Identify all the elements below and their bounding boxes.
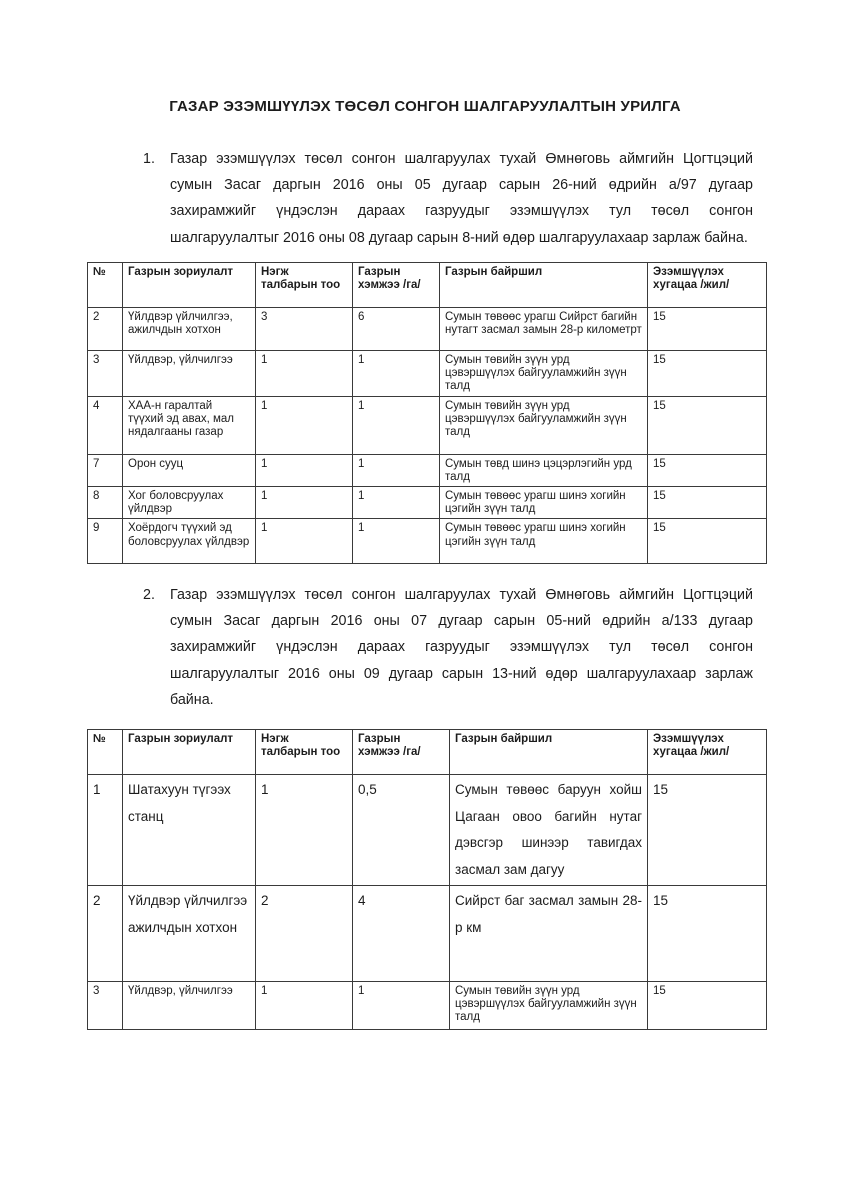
cell-location: Сумын төвийн зүүн урд цэвэршүүлэх байгууламжийн зүүн талд bbox=[450, 982, 648, 1030]
cell-area: 1 bbox=[353, 396, 440, 454]
cell-area: 6 bbox=[353, 308, 440, 351]
cell-parcel-count: 1 bbox=[256, 351, 353, 397]
cell-number: 2 bbox=[88, 886, 123, 982]
cell-area: 1 bbox=[353, 351, 440, 397]
cell-area: 1 bbox=[353, 487, 440, 519]
cell-purpose: Үйлдвэр үйлчилгээ ажилчдын хотхон bbox=[123, 886, 256, 982]
cell-purpose: ХАА-н гаралтай түүхий эд авах, мал нядалгааны газар bbox=[123, 396, 256, 454]
cell-location: Сумын төвд шинэ цэцэрлэгийн урд талд bbox=[440, 454, 648, 486]
cell-parcel-count: 2 bbox=[256, 886, 353, 982]
cell-term: 15 bbox=[648, 982, 767, 1030]
document-title: ГАЗАР ЭЗЭМШҮҮЛЭХ ТӨСӨЛ СОНГОН ШАЛГАРУУЛАЛТЫН УРИЛГА bbox=[169, 98, 681, 115]
cell-parcel-count: 1 bbox=[256, 454, 353, 486]
cell-area: 1 bbox=[353, 454, 440, 486]
cell-parcel-count: 1 bbox=[256, 982, 353, 1030]
header-term: Эзэмшүүлэх хугацаа /жил/ bbox=[648, 730, 767, 775]
section-2-number: 2. bbox=[143, 587, 155, 603]
cell-term: 15 bbox=[648, 396, 767, 454]
cell-term: 15 bbox=[648, 351, 767, 397]
cell-number: 4 bbox=[88, 396, 123, 454]
header-parcel-count: Нэгж талбарын тоо bbox=[256, 730, 353, 775]
cell-purpose: Үйлдвэр, үйлчилгээ bbox=[123, 982, 256, 1030]
cell-term: 15 bbox=[648, 454, 767, 486]
table-row bbox=[88, 454, 767, 486]
header-area: Газрын хэмжээ /га/ bbox=[353, 263, 440, 308]
land-table-1 bbox=[87, 262, 767, 564]
cell-number: 9 bbox=[88, 519, 123, 564]
header-number: № bbox=[88, 730, 123, 775]
header-purpose: Газрын зориулалт bbox=[123, 263, 256, 308]
cell-purpose: Хоёрдогч түүхий эд боловсруулах үйлдвэр bbox=[123, 519, 256, 564]
cell-term: 15 bbox=[648, 519, 767, 564]
cell-number: 3 bbox=[88, 351, 123, 397]
cell-purpose: Хог боловсруулах үйлдвэр bbox=[123, 487, 256, 519]
cell-number: 1 bbox=[88, 775, 123, 886]
cell-area: 4 bbox=[353, 886, 450, 982]
cell-parcel-count: 1 bbox=[256, 396, 353, 454]
section-1-text: Газар эзэмшүүлэх төсөл сонгон шалгаруулах тухай Өмнөговь аймгийн Цогтцэций сумын Засаг даргын 2016 оны 05 дугаар сарын 26-ний өдрийн а/97 дугаар захирамжийг үндэслэн дараах газруудыг эзэмшүүлэх тул төсөл сонгон шалгаруулалтыг 2016 оны 08 дугаар сарын 8-ний өдөр шалгаруулахаар зарлаж байна. bbox=[170, 151, 753, 246]
cell-location: Сумын төвөөс урагш шинэ хогийн цэгийн зүүн талд bbox=[440, 487, 648, 519]
land-table-2 bbox=[87, 729, 767, 1030]
cell-term: 15 bbox=[648, 487, 767, 519]
table-header-row bbox=[88, 730, 767, 775]
cell-parcel-count: 3 bbox=[256, 308, 353, 351]
cell-term: 15 bbox=[648, 886, 767, 982]
header-number: № bbox=[88, 263, 123, 308]
table-row bbox=[88, 351, 767, 397]
cell-number: 2 bbox=[88, 308, 123, 351]
cell-location: Сумын төвөөс баруун хойш Цагаан овоо багийн нутаг дэвсгэр шинээр тавигдах засмал зам дагуу bbox=[450, 775, 648, 886]
table-row bbox=[88, 982, 767, 1030]
table-row bbox=[88, 886, 767, 982]
cell-purpose: Үйлдвэр, үйлчилгээ bbox=[123, 351, 256, 397]
table-row bbox=[88, 308, 767, 351]
table-row bbox=[88, 396, 767, 454]
cell-area: 0,5 bbox=[353, 775, 450, 886]
cell-purpose: Үйлдвэр үйлчилгээ, ажилчдын хотхон bbox=[123, 308, 256, 351]
header-purpose: Газрын зориулалт bbox=[123, 730, 256, 775]
section-1-number: 1. bbox=[143, 151, 155, 167]
header-location: Газрын байршил bbox=[440, 263, 648, 308]
cell-location: Сийрст баг засмал замын 28-р км bbox=[450, 886, 648, 982]
cell-area: 1 bbox=[353, 519, 440, 564]
header-term: Эзэмшүүлэх хугацаа /жил/ bbox=[648, 263, 767, 308]
cell-term: 15 bbox=[648, 775, 767, 886]
cell-purpose: Орон сууц bbox=[123, 454, 256, 486]
section-2-text: Газар эзэмшүүлэх төсөл сонгон шалгаруулах тухай Өмнөговь аймгийн Цогтцэций сумын Засаг даргын 2016 оны 07 дугаар сарын 05-ний өдрийн а/133 дугаар захирамжийг үндэслэн дараах газруудыг эзэмшүүлэх тул төсөл сонгон шалгаруулалтыг 2016 оны 09 дугаар сарын 13-ний өдөр шалгаруулахаар зарлаж байна. bbox=[170, 587, 753, 708]
cell-parcel-count: 1 bbox=[256, 775, 353, 886]
cell-number: 3 bbox=[88, 982, 123, 1030]
cell-location: Сумын төвөөс урагш Сийрст багийн нутагт засмал замын 28-р километрт bbox=[440, 308, 648, 351]
cell-parcel-count: 1 bbox=[256, 519, 353, 564]
table-row bbox=[88, 775, 767, 886]
cell-purpose: Шатахуун түгээх станц bbox=[123, 775, 256, 886]
cell-parcel-count: 1 bbox=[256, 487, 353, 519]
table-row bbox=[88, 487, 767, 519]
table-row bbox=[88, 519, 767, 564]
cell-location: Сумын төвөөс урагш шинэ хогийн цэгийн зүүн талд bbox=[440, 519, 648, 564]
cell-location: Сумын төвийн зүүн урд цэвэршүүлэх байгууламжийн зүүн талд bbox=[440, 351, 648, 397]
header-parcel-count: Нэгж талбарын тоо bbox=[256, 263, 353, 308]
table-header-row bbox=[88, 263, 767, 308]
cell-location: Сумын төвийн зүүн урд цэвэршүүлэх байгууламжийн зүүн талд bbox=[440, 396, 648, 454]
cell-term: 15 bbox=[648, 308, 767, 351]
cell-number: 8 bbox=[88, 487, 123, 519]
header-location: Газрын байршил bbox=[450, 730, 648, 775]
cell-number: 7 bbox=[88, 454, 123, 486]
header-area: Газрын хэмжээ /га/ bbox=[353, 730, 450, 775]
cell-area: 1 bbox=[353, 982, 450, 1030]
